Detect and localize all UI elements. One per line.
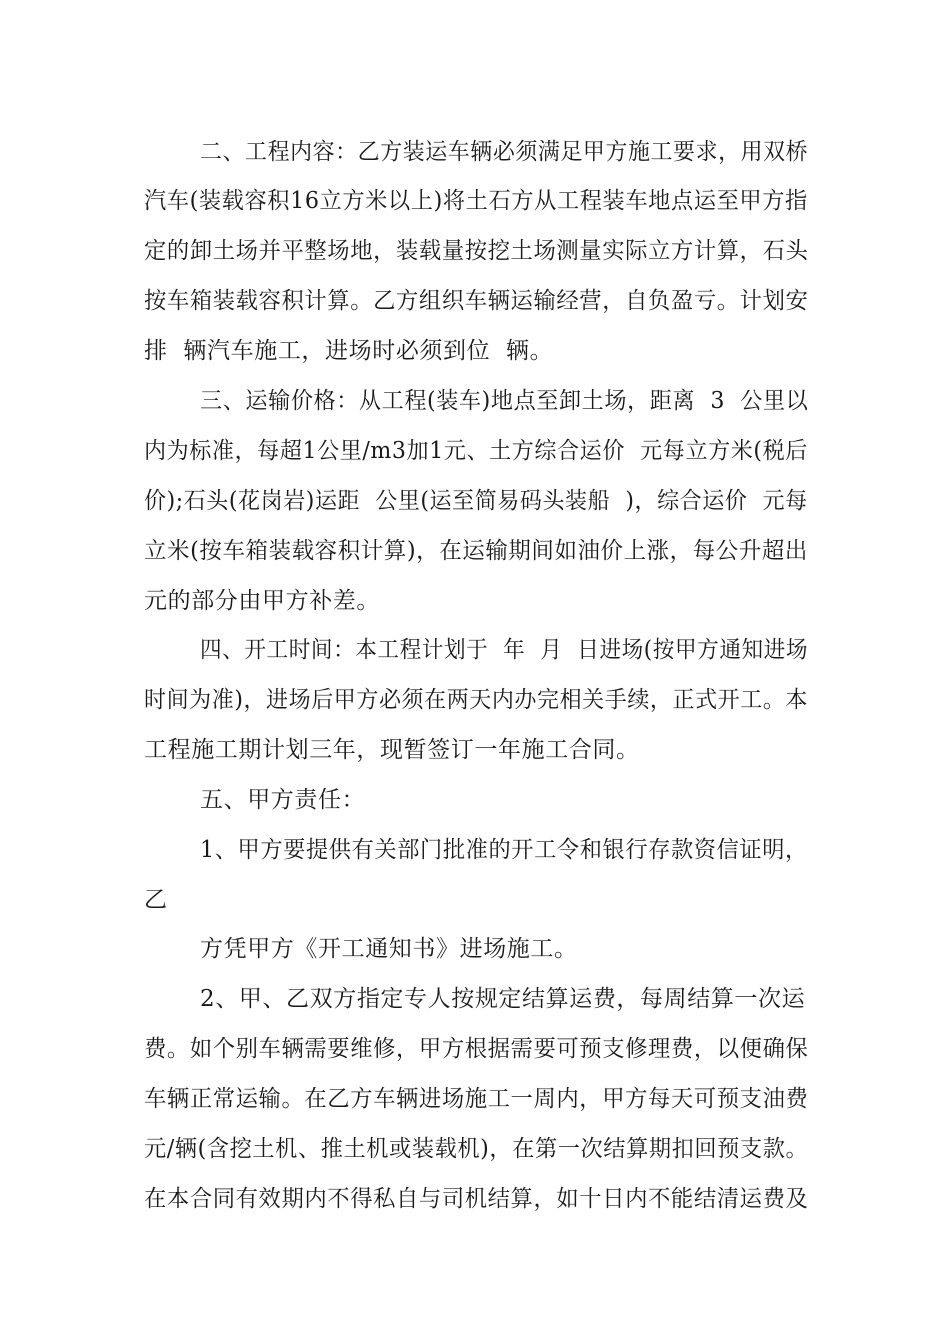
text-line: 按车箱装载容积计算。乙方组织车辆运输经营，自负盈亏。计划安 [144, 288, 809, 314]
text-line: 内为标准，每超1公里/m3加1元、土方综合运价 元每立方米(税后 [144, 438, 808, 464]
text-line: 排 辆汽车施工，进场时必须到位 辆。 [144, 338, 554, 364]
text-line: 定的卸土场并平整场地，装载量按挖土场测量实际立方计算，石头 [144, 238, 809, 264]
text-line: 费。如个别车辆需要维修，甲方根据需要可预支修理费，以便确保 [144, 1036, 809, 1062]
section-heading: 五、甲方责任： [200, 787, 366, 813]
text-line: 立米(按车箱装载容积计算)，在运输期间如油价上涨，每公升超出 [144, 538, 808, 564]
text-line: 时间为准)，进场后甲方必须在两天内办完相关手续，正式开工。本 [144, 687, 808, 713]
text-line: 1、甲方要提供有关部门批准的开工令和银行存款资信证明， [200, 837, 808, 863]
text-line: 四、开工时间：本工程计划于 年 月 日进场(按甲方通知进场 [200, 637, 809, 663]
text-line: 三、运输价格：从工程(装车)地点至卸土场，距离 3 公里以 [200, 388, 809, 414]
text-line: 2、甲、乙双方指定专人按规定结算运费，每周结算一次运 [200, 986, 806, 1012]
text-line: 二、工程内容：乙方装运车辆必须满足甲方施工要求，用双桥 [200, 139, 809, 165]
text-line: 元/辆(含挖土机、推土机或装载机)，在第一次结算期扣回预支款。 [144, 1136, 809, 1162]
text-line: 价);石头(花岗岩)运距 公里(运至简易码头装船 )，综合运价 元每 [144, 488, 808, 514]
text-line: 汽车(装载容积16立方米以上)将土石方从工程装车地点运至甲方指 [144, 188, 808, 214]
text-line: 车辆正常运输。在乙方车辆进场施工一周内，甲方每天可预支油费 [144, 1086, 809, 1112]
text-line: 在本合同有效期内不得私自与司机结算，如十日内不能结清运费及 [144, 1186, 809, 1212]
text-line: 乙 [144, 887, 168, 913]
text-line: 方凭甲方《开工通知书》进场施工。 [200, 936, 578, 962]
text-line: 工程施工期计划三年，现暂签订一年施工合同。 [144, 737, 640, 763]
text-line: 元的部分由甲方补差。 [144, 588, 380, 614]
